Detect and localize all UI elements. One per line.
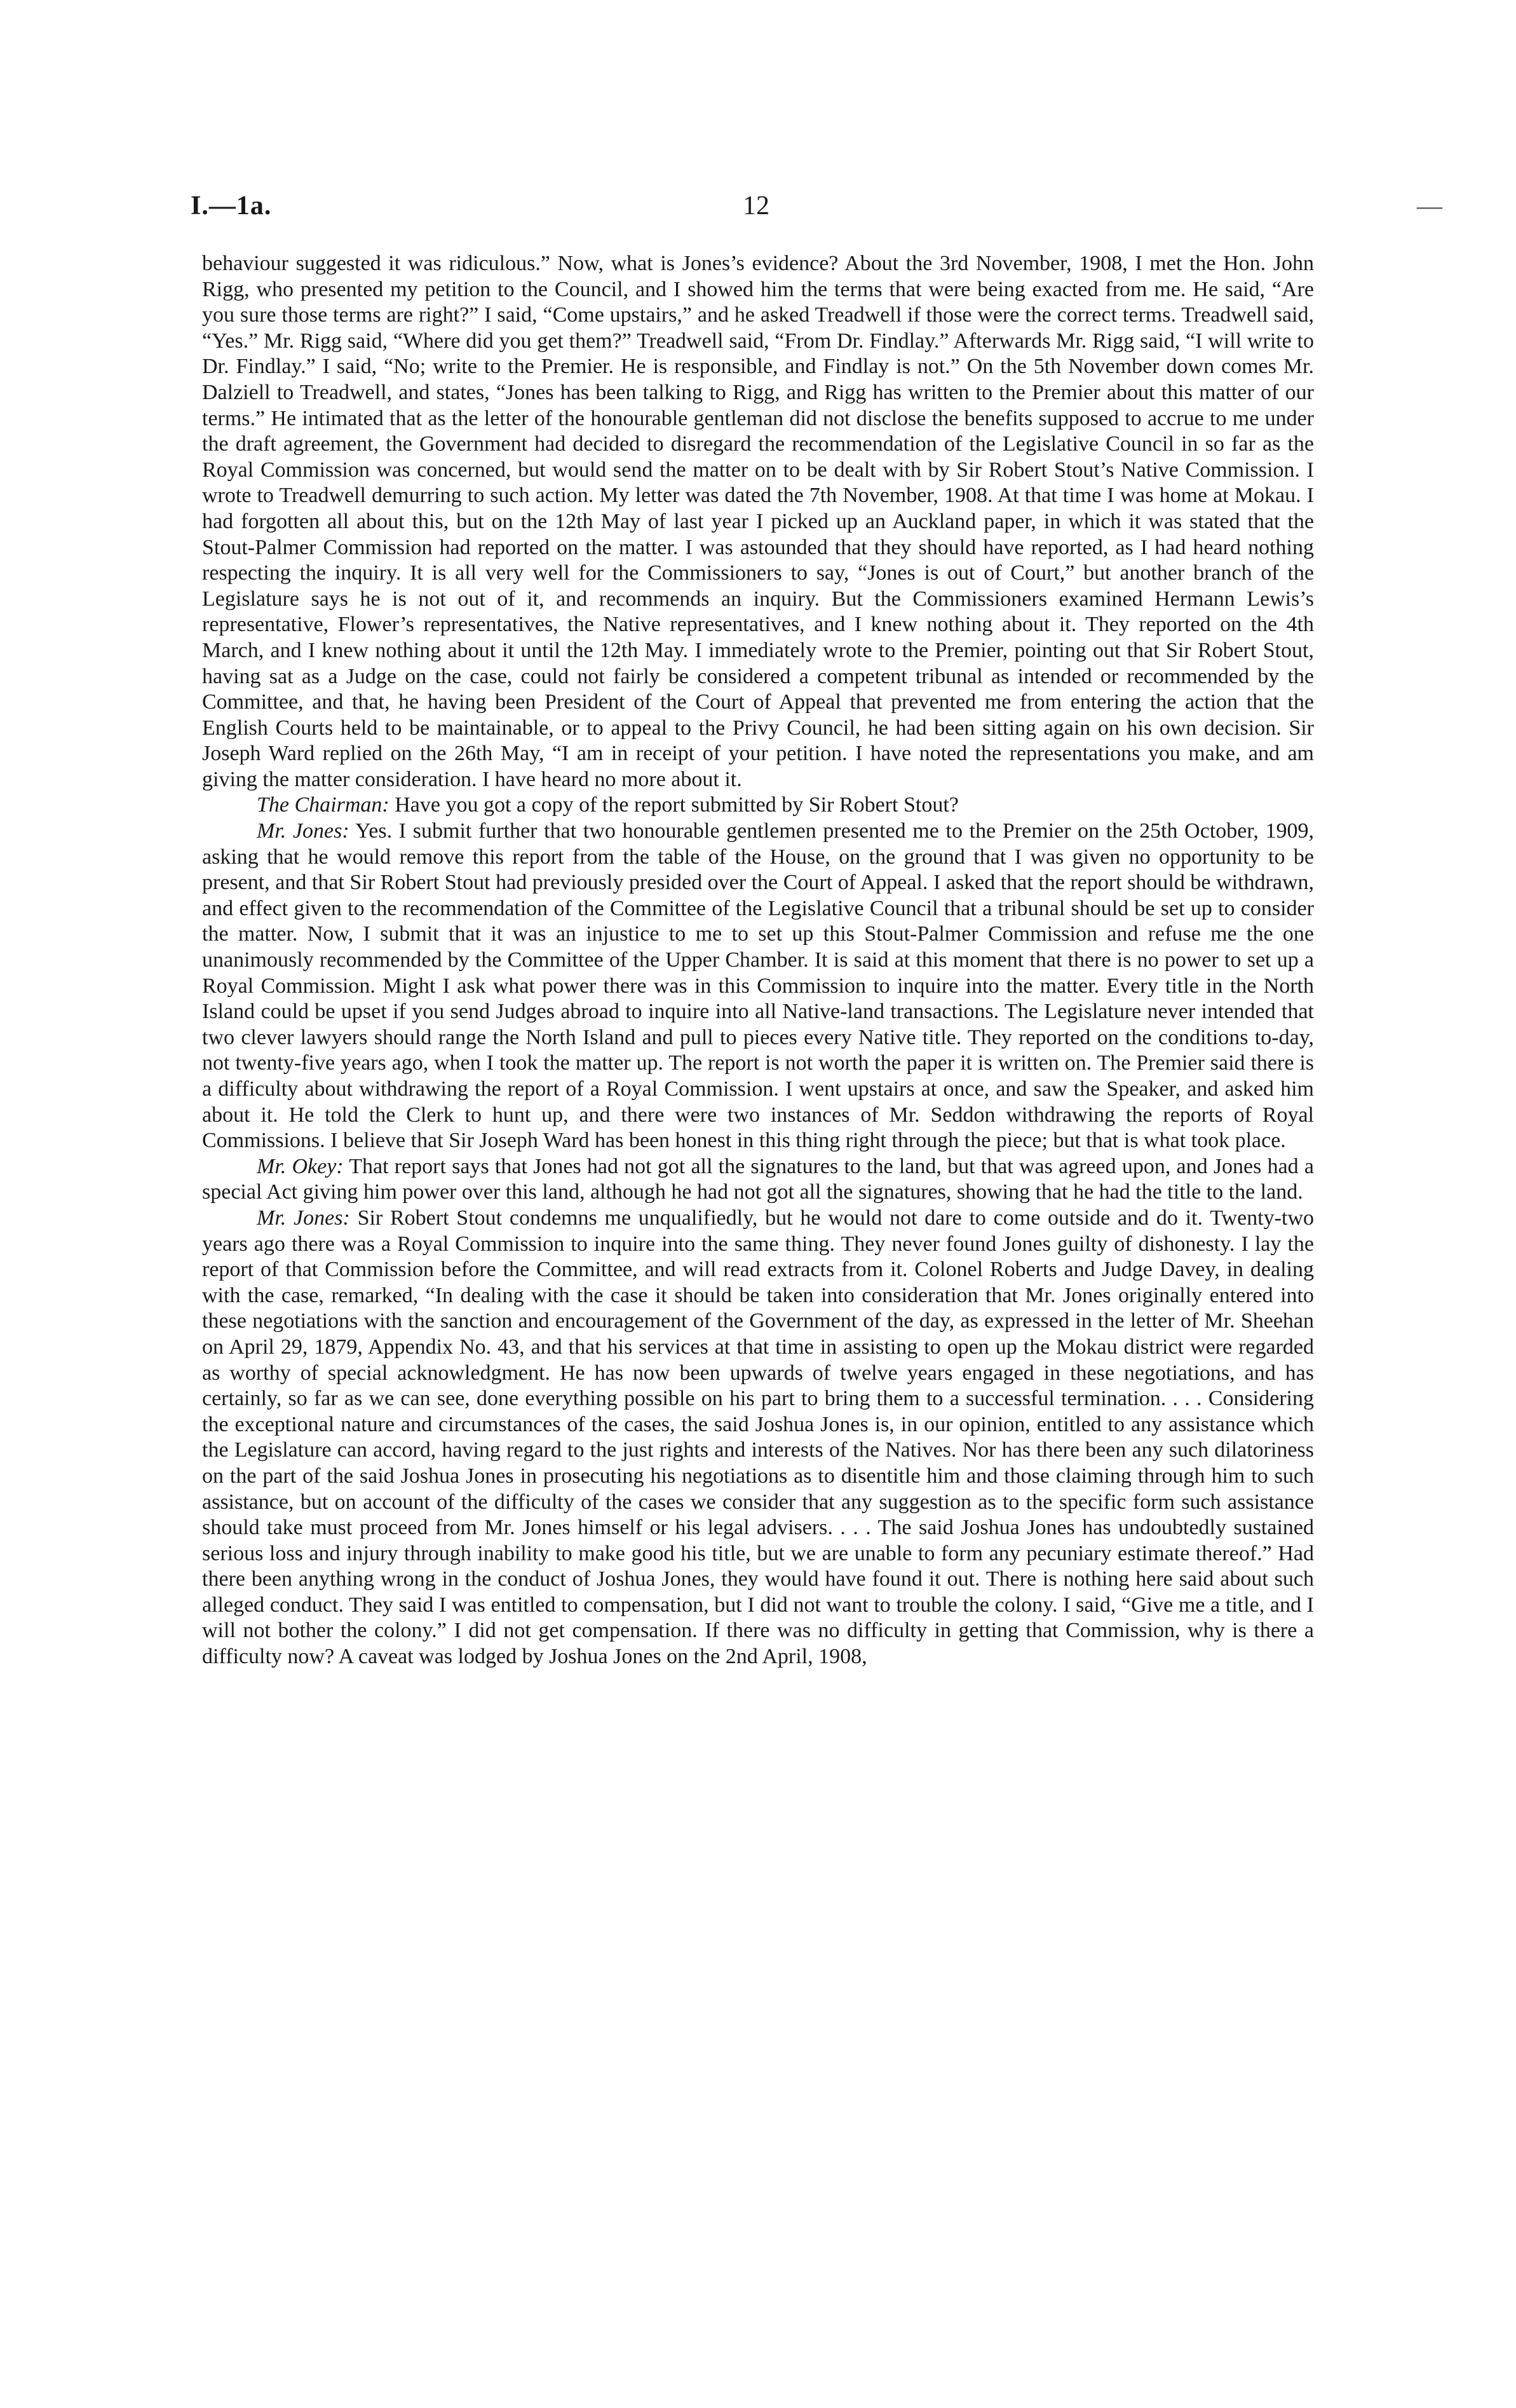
paragraph: [202, 1154, 1314, 1206]
speaker-name: Mr. Jones:: [257, 819, 349, 843]
page-reference: I.—1a.: [191, 191, 272, 221]
margin-mark: —: [1417, 191, 1442, 220]
paragraph: [202, 819, 1314, 1154]
paragraph: [202, 1206, 1314, 1670]
page-number: 12: [743, 191, 769, 221]
speaker-name: The Chairman:: [257, 793, 389, 817]
paragraph-text: Yes. I submit further that two honourable gentlemen presented me to the Premier on the 25th October, 1909, asking that he would remove this report from the table of the House, on the ground that I was given no opportunity to be present, and that Sir Robert Stout had previously presided over the Court of Appeal. I asked that the report should be withdrawn, and effect given to the recommendation of the Committee of the Legislative Council that a tribunal should be set up to consider the matter. Now, I submit that it was an injustice to me to set up this Stout-Palmer Commission and refuse me the one unanimously recommended by the Committee of the Upper Chamber. It is said at this moment that there is no power to set up a Royal Commission. Might I ask what power there was in this Commission to inquire into the matter. Every title in the North Island could be upset if you send Judges abroad to inquire into all Native-land transactions. The Legislature never intended that two clever lawyers should range the North Island and pull to pieces every Native title. They reported on the conditions to-day, not twenty-five years ago, when I took the matter up. The report is not worth the paper it is written on. The Premier said there is a difficulty about withdrawing the report of a Royal Commission. I went upstairs at once, and saw the Speaker, and asked him about it. He told the Clerk to hunt up, and there were two instances of Mr. Seddon withdrawing the reports of Royal Commissions. I believe that Sir Joseph Ward has been honest in this thing right through the piece; but that is what took place.: [202, 819, 1314, 1153]
speaker-name: Mr. Jones:: [257, 1206, 350, 1230]
paragraph: [202, 251, 1314, 792]
paragraph-text: Sir Robert Stout condemns me unqualifiedly, but he would not dare to come outside and do it. Twenty-two years ago there was a Royal Commission to inquire into the same thing. They never found Jones guilty of dishonesty. I lay the report of that Commission before the Committee, and will read extracts from it. Colonel Roberts and Judge Davey, in dealing with the case, remarked, “In dealing with the case it should be taken into consideration that Mr. Jones originally entered into these negotiations with the sanction and encouragement of the Government of the day, as expressed in the letter of Mr. Sheehan on April 29, 1879, Appendix No. 43, and that his services at that time in assisting to open up the Mokau district were regarded as worthy of special acknowledgment. He has now been upwards of twelve years engaged in these negotiations, and has certainly, so far as we can see, done everything possible on his part to bring them to a successful termination. . . . Considering the exceptional nature and circumstances of the cases, the said Joshua Jones is, in our opinion, entitled to any assistance which the Legislature can accord, having regard to the just rights and interests of the Natives. Nor has there been any such dilatoriness on the part of the said Joshua Jones in prosecuting his negotiations as to disentitle him and those claiming through him to such assistance, but on account of the difficulty of the cases we consider that any suggestion as to the specific form such assistance should take must proceed from Mr. Jones himself or his legal advisers. . . . The said Joshua Jones has undoubtedly sustained serious loss and injury through inability to make good his title, but we are unable to form any pecuniary estimate thereof.” Had there been anything wrong in the conduct of Joshua Jones, they would have found it out. There is nothing here said about such alleged conduct. They said I was entitled to compensation, but I did not want to trouble the colony. I said, “Give me a title, and I will not bother the colony.” I did not get compensation. If there was no difficulty in getting that Commission, why is there a difficulty now? A caveat was lodged by Joshua Jones on the 2nd April, 1908,: [202, 1206, 1314, 1669]
speaker-name: Mr. Okey:: [257, 1154, 344, 1178]
paragraph: [202, 792, 1314, 819]
page-header: [191, 191, 1322, 229]
page-body: [202, 251, 1314, 1670]
paragraph-text: That report says that Jones had not got all the signatures to the land, but that was agreed upon, and Jones had a special Act giving him power over this land, although he had not got all the signatures, showing that he had the title to the land.: [202, 1154, 1314, 1204]
paragraph-text: behaviour suggested it was ridiculous.” Now, what is Jones’s evidence? About the 3rd November, 1908, I met the Hon. John Rigg, who presented my petition to the Council, and I showed him the terms that were being exacted from me. He said, “Are you sure those terms are right?” I said, “Come upstairs,” and he asked Treadwell if those were the correct terms. Treadwell said, “Yes.” Mr. Rigg said, “Where did you get them?” Treadwell said, “From Dr. Findlay.” Afterwards Mr. Rigg said, “I will write to Dr. Findlay.” I said, “No; write to the Premier. He is responsible, and Findlay is not.” On the 5th November down comes Mr. Dalziell to Treadwell, and states, “Jones has been talking to Rigg, and Rigg has written to the Premier about this matter of our terms.” He intimated that as the letter of the honourable gentleman did not disclose the benefits supposed to accrue to me under the draft agreement, the Government had decided to disregard the recommendation of the Legislative Council in so far as the Royal Commission was concerned, but would send the matter on to be dealt with by Sir Robert Stout’s Native Commission. I wrote to Treadwell demurring to such action. My letter was dated the 7th November, 1908. At that time I was home at Mokau. I had forgotten all about this, but on the 12th May of last year I picked up an Auckland paper, in which it was stated that the Stout-Palmer Commission had reported on the matter. I was astounded that they should have reported, as I had heard nothing respecting the inquiry. It is all very well for the Commissioners to say, “Jones is out of Court,” but another branch of the Legislature says he is not out of it, and recommends an inquiry. But the Commissioners examined Hermann Lewis’s representative, Flower’s representatives, the Native representatives, and I knew nothing about it. They reported on the 4th March, and I knew nothing about it until the 12th May. I immediately wrote to the Premier, pointing out that Sir Robert Stout, having sat as a Judge on the case, could not fairly be considered a competent tribunal as intended or recommended by the Committee, and that, he having been President of the Court of Appeal that prevented me from entering the action that the English Courts held to be maintainable, or to appeal to the Privy Council, he had been sitting again on his own decision. Sir Joseph Ward replied on the 26th May, “I am in receipt of your petition. I have noted the representations you make, and am giving the matter consideration. I have heard no more about it.: [202, 252, 1314, 791]
paragraph-text: Have you got a copy of the report submitted by Sir Robert Stout?: [395, 793, 959, 817]
